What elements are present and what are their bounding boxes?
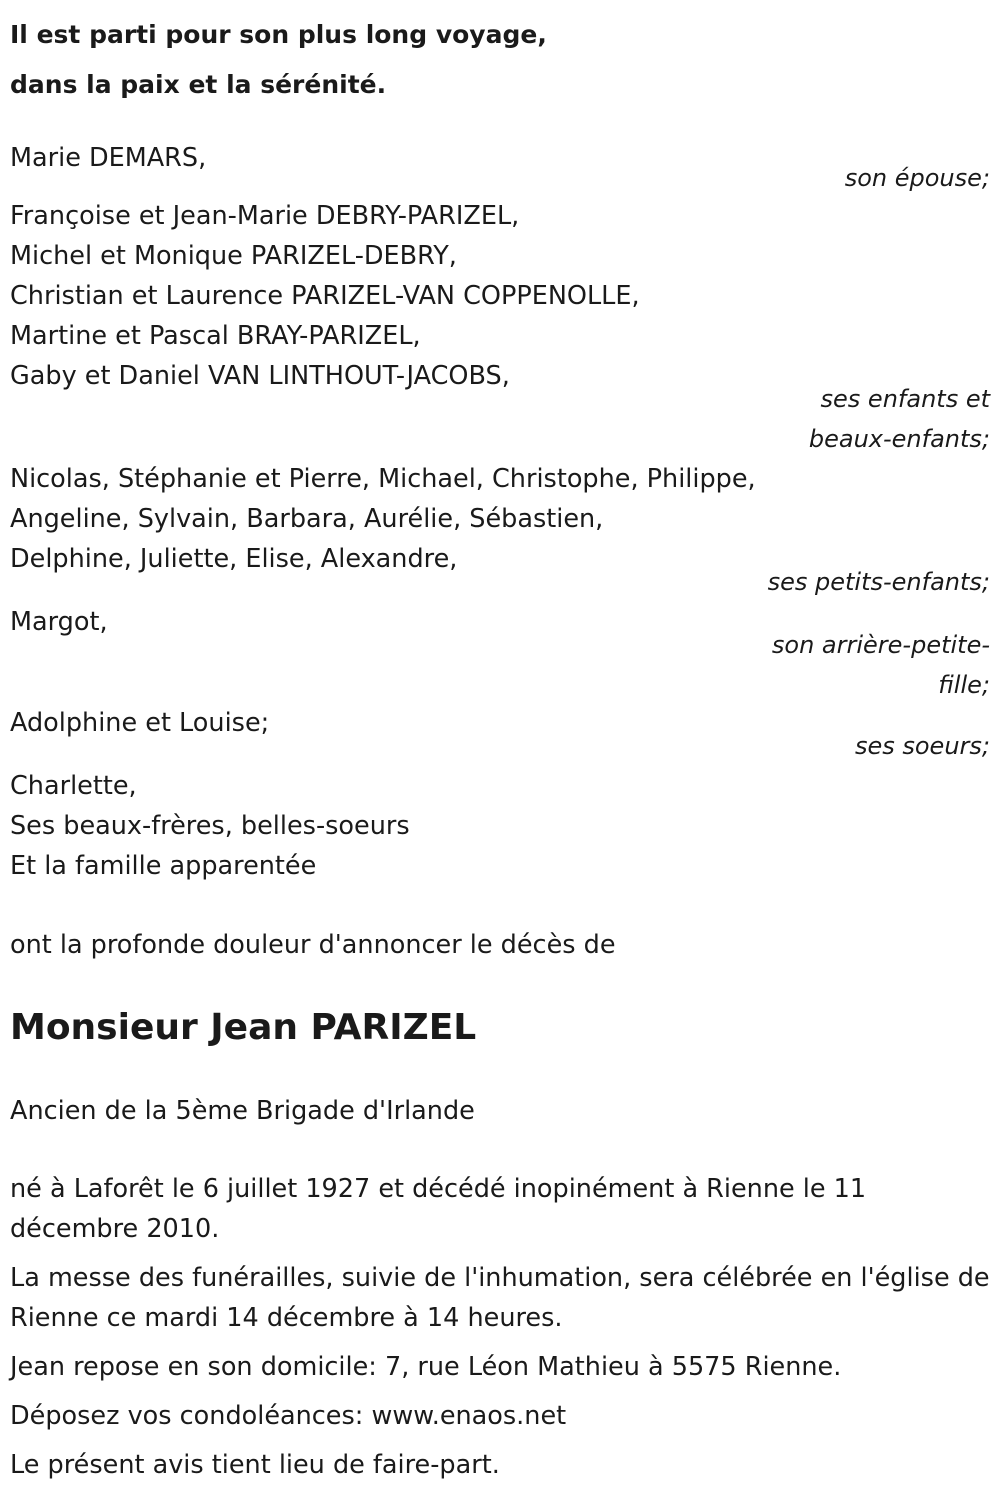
children-role-line: ses enfants et bbox=[820, 385, 990, 413]
child-line: Michel et Monique PARIZEL-DEBRY, bbox=[10, 241, 457, 271]
child-line: Christian et Laurence PARIZEL-VAN COPPENOLLE, bbox=[10, 281, 640, 311]
intro-text bbox=[10, 10, 990, 110]
great-grandchild-name: Margot, bbox=[10, 607, 108, 637]
great-grandchild-role-line: fille; bbox=[938, 671, 990, 699]
child-line: Gaby et Daniel VAN LINTHOUT-JACOBS, bbox=[10, 361, 510, 391]
funeral-text: La messe des funérailles, suivie de l'inhumation, sera célébrée en l'église de Rienne ce mardi 14 décembre à 14 heures. bbox=[10, 1263, 990, 1333]
condolences-text: Déposez vos condoléances: www.enaos.net bbox=[10, 1401, 567, 1431]
intro-line-2: dans la paix et la sérénité. bbox=[10, 70, 387, 99]
spouse-section bbox=[10, 138, 990, 198]
rest-location-text: Jean repose en son domicile: 7, rue Léon Mathieu à 5575 Rienne. bbox=[10, 1352, 842, 1382]
child-line: Françoise et Jean-Marie DEBRY-PARIZEL, bbox=[10, 201, 520, 231]
other-family-section bbox=[10, 766, 990, 886]
grandchild-line: Angeline, Sylvain, Barbara, Aurélie, Sébastien, bbox=[10, 504, 604, 534]
child-line: Martine et Pascal BRAY-PARIZEL, bbox=[10, 321, 421, 351]
other-family-line: Ses beaux-frères, belles-soeurs bbox=[10, 811, 410, 841]
obituary-notice bbox=[10, 0, 990, 1485]
other-family-line: Charlette, bbox=[10, 771, 137, 801]
former-affiliation: Ancien de la 5ème Brigade d'Irlande bbox=[10, 1096, 475, 1126]
spouse-name: Marie DEMARS, bbox=[10, 143, 207, 173]
other-family-line: Et la famille apparentée bbox=[10, 851, 317, 881]
grandchildren-section bbox=[10, 459, 990, 602]
announcement-text: ont la profonde douleur d'annoncer le décès de bbox=[10, 930, 616, 960]
great-grandchild-role-line: son arrière-petite- bbox=[771, 631, 990, 659]
spouse-role: son épouse; bbox=[844, 164, 990, 192]
sisters-section bbox=[10, 703, 990, 766]
intro-line-1: Il est parti pour son plus long voyage, bbox=[10, 20, 547, 49]
birth-death-text: né à Laforêt le 6 juillet 1927 et décédé inopinément à Rienne le 11 décembre 2010. bbox=[10, 1174, 867, 1244]
great-grandchild-section bbox=[10, 602, 990, 705]
children-role-line: beaux-enfants; bbox=[808, 425, 990, 453]
grandchild-line: Delphine, Juliette, Elise, Alexandre, bbox=[10, 544, 458, 574]
deceased-name: Monsieur Jean PARIZEL bbox=[10, 1007, 477, 1048]
great-grandchild-role bbox=[10, 625, 990, 705]
sisters-role: ses soeurs; bbox=[854, 732, 990, 760]
children-section bbox=[10, 196, 990, 459]
notice-text: Le présent avis tient lieu de faire-part. bbox=[10, 1450, 500, 1480]
grandchild-line: Nicolas, Stéphanie et Pierre, Michael, Christophe, Philippe, bbox=[10, 464, 756, 494]
grandchildren-role: ses petits-enfants; bbox=[767, 568, 990, 596]
sisters-names: Adolphine et Louise; bbox=[10, 708, 270, 738]
